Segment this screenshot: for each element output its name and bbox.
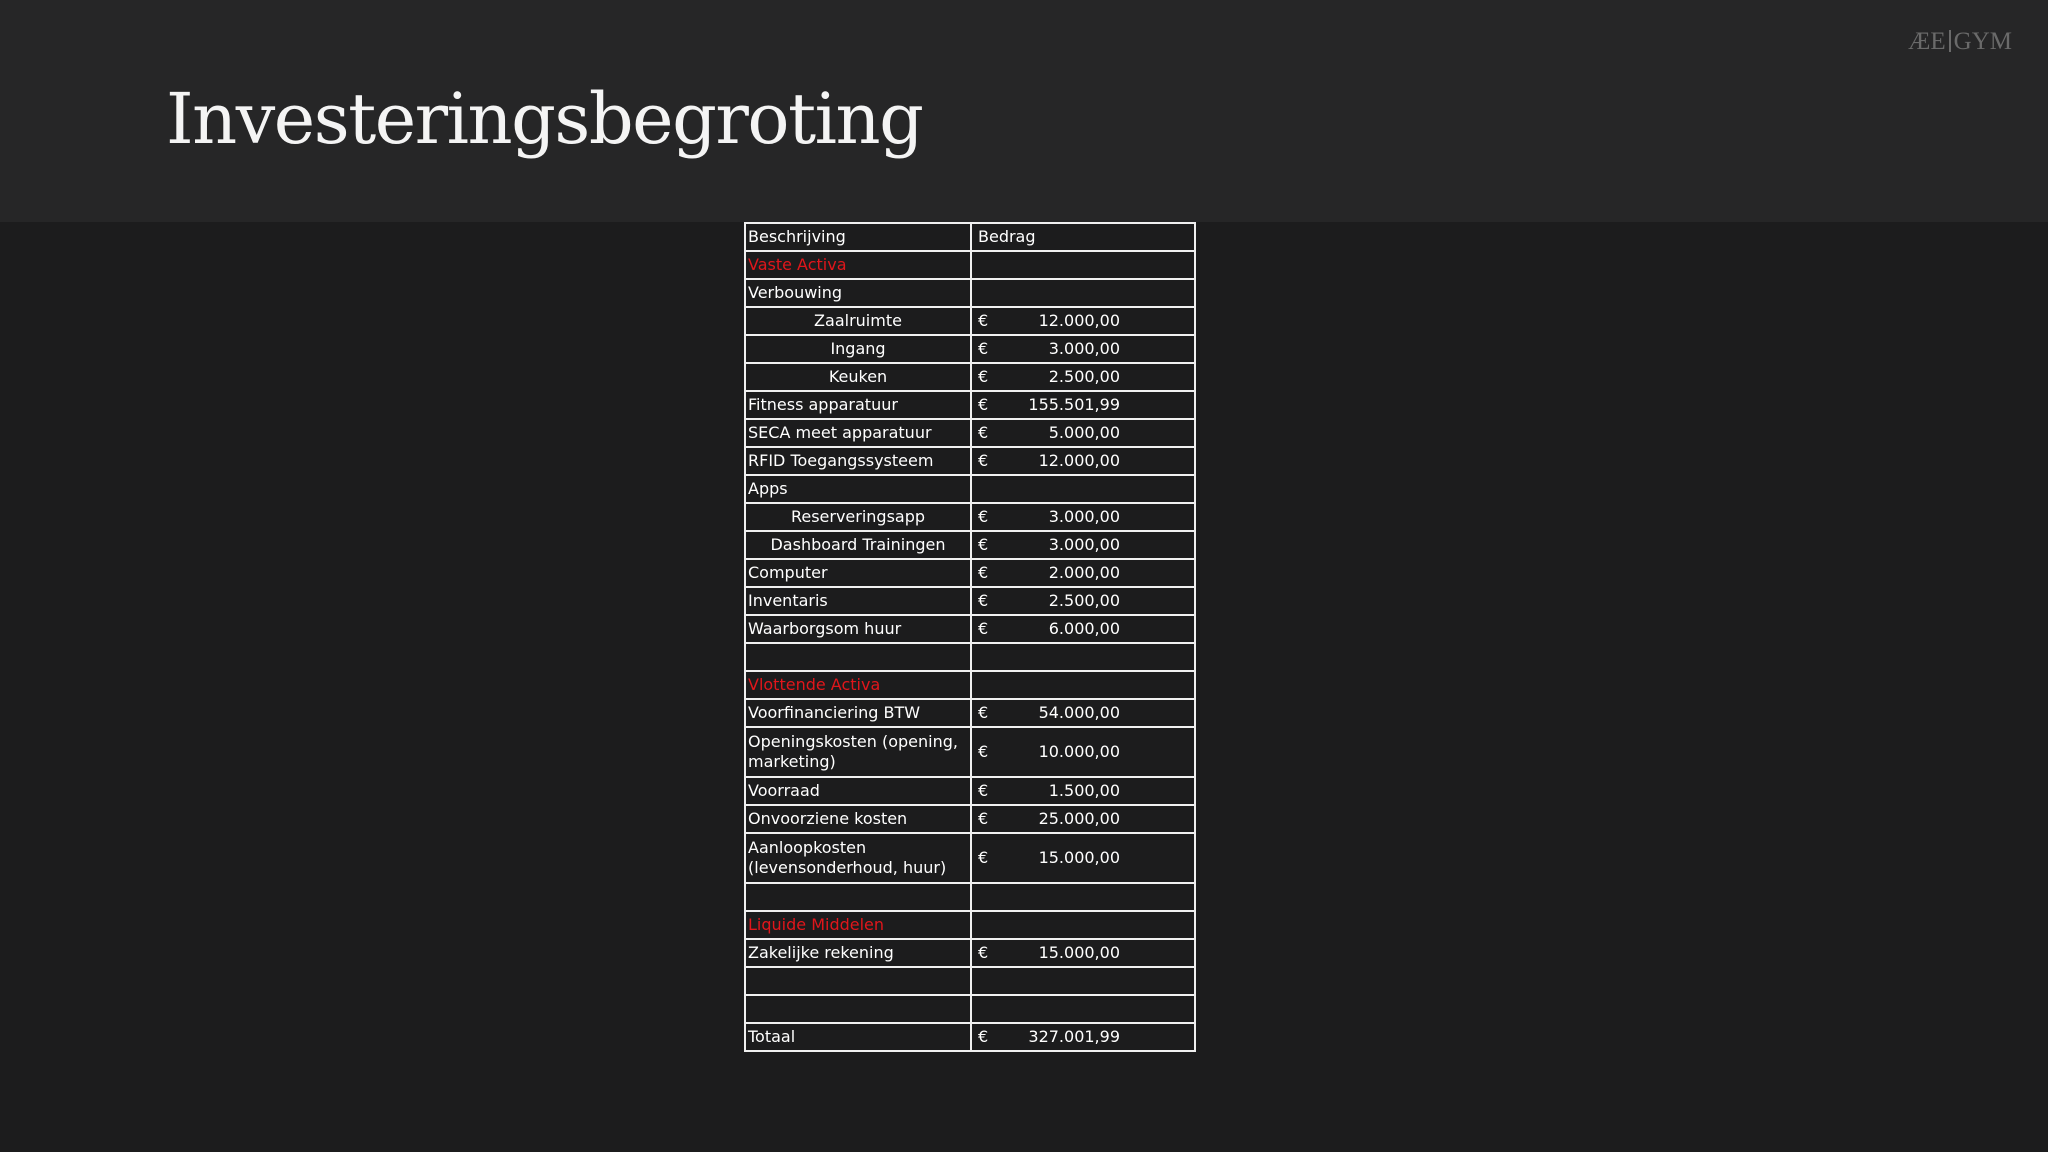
table-header-row	[745, 223, 1195, 251]
row-amount	[971, 777, 1195, 805]
amount-value: 6.000,00	[1048, 619, 1120, 638]
row-description: Fitness apparatuur	[745, 391, 971, 419]
row-description: Zakelijke rekening	[745, 939, 971, 967]
row-amount	[971, 967, 1195, 995]
table-row	[745, 833, 1195, 883]
row-description: Aanloopkosten (levensonderhoud, huur)	[745, 833, 971, 883]
row-description: Dashboard Trainingen	[745, 531, 971, 559]
amount-value: 54.000,00	[1038, 703, 1120, 722]
row-amount	[971, 615, 1195, 643]
row-amount	[971, 643, 1195, 671]
budget-table	[744, 222, 1196, 1052]
section-row	[745, 671, 1195, 699]
amount-value: 155.501,99	[1028, 395, 1120, 414]
currency-symbol: €	[978, 395, 989, 414]
row-amount	[971, 727, 1195, 777]
row-description: Totaal	[745, 1023, 971, 1051]
currency-symbol: €	[978, 535, 989, 554]
row-amount	[971, 335, 1195, 363]
row-amount	[971, 833, 1195, 883]
currency-symbol: €	[978, 367, 989, 386]
table-row	[745, 307, 1195, 335]
section-label: Vaste Activa	[745, 251, 971, 279]
row-description: Keuken	[745, 363, 971, 391]
row-description: Openingskosten (opening, marketing)	[745, 727, 971, 777]
row-description: Ingang	[745, 335, 971, 363]
section-label: Vlottende Activa	[745, 671, 971, 699]
table-row	[745, 279, 1195, 307]
row-amount	[971, 883, 1195, 911]
table-row	[745, 335, 1195, 363]
logo-wordmark: GYM	[1953, 28, 2012, 55]
section-row	[745, 911, 1195, 939]
table-row	[745, 391, 1195, 419]
currency-symbol: €	[978, 943, 989, 962]
row-amount	[971, 363, 1195, 391]
currency-symbol: €	[978, 809, 989, 828]
currency-symbol: €	[978, 1027, 989, 1046]
table-row	[745, 475, 1195, 503]
row-description: Computer	[745, 559, 971, 587]
row-amount	[971, 699, 1195, 727]
currency-symbol: €	[978, 848, 989, 867]
currency-symbol: €	[978, 703, 989, 722]
amount-value: 3.000,00	[1048, 535, 1120, 554]
table-row	[745, 805, 1195, 833]
table-row	[745, 939, 1195, 967]
table-row	[745, 643, 1195, 671]
table-row	[745, 699, 1195, 727]
row-amount	[971, 1023, 1195, 1051]
currency-symbol: €	[978, 339, 989, 358]
currency-symbol: €	[978, 619, 989, 638]
amount-value: 2.500,00	[1048, 591, 1120, 610]
table-row	[745, 727, 1195, 777]
currency-symbol: €	[978, 563, 989, 582]
row-amount	[971, 251, 1195, 279]
amount-value: 3.000,00	[1048, 339, 1120, 358]
amount-value: 2.000,00	[1048, 563, 1120, 582]
table-row	[745, 587, 1195, 615]
row-amount	[971, 419, 1195, 447]
table-row	[745, 447, 1195, 475]
table-row	[745, 1023, 1195, 1051]
row-amount	[971, 559, 1195, 587]
header-amount: Bedrag	[971, 223, 1195, 251]
table-row	[745, 777, 1195, 805]
row-amount	[971, 447, 1195, 475]
table-row	[745, 531, 1195, 559]
section-row	[745, 251, 1195, 279]
row-description: Verbouwing	[745, 279, 971, 307]
currency-symbol: €	[978, 507, 989, 526]
table-row	[745, 995, 1195, 1023]
currency-symbol: €	[978, 591, 989, 610]
row-description: Waarborgsom huur	[745, 615, 971, 643]
row-amount	[971, 391, 1195, 419]
row-amount	[971, 503, 1195, 531]
row-amount	[971, 279, 1195, 307]
currency-symbol: €	[978, 311, 989, 330]
logo-mark: ÆE	[1908, 28, 1946, 55]
row-description: Voorfinanciering BTW	[745, 699, 971, 727]
row-amount	[971, 307, 1195, 335]
currency-symbol: €	[978, 742, 989, 761]
row-description: Onvoorziene kosten	[745, 805, 971, 833]
row-description: Reserveringsapp	[745, 503, 971, 531]
row-amount	[971, 939, 1195, 967]
amount-value: 12.000,00	[1038, 451, 1120, 470]
logo-divider	[1949, 30, 1951, 52]
header-band	[0, 0, 2048, 222]
amount-value: 15.000,00	[1038, 848, 1120, 867]
amount-value: 1.500,00	[1048, 781, 1120, 800]
amount-value: 15.000,00	[1038, 943, 1120, 962]
currency-symbol: €	[978, 423, 989, 442]
header-description: Beschrijving	[745, 223, 971, 251]
row-amount	[971, 995, 1195, 1023]
row-amount	[971, 911, 1195, 939]
table-row	[745, 967, 1195, 995]
currency-symbol: €	[978, 781, 989, 800]
amount-value: 10.000,00	[1038, 742, 1120, 761]
row-description	[745, 995, 971, 1023]
amount-value: 2.500,00	[1048, 367, 1120, 386]
table-row	[745, 419, 1195, 447]
row-description: SECA meet apparatuur	[745, 419, 971, 447]
gym-logo	[1908, 28, 2012, 56]
table-row	[745, 615, 1195, 643]
row-description: Apps	[745, 475, 971, 503]
row-description: Inventaris	[745, 587, 971, 615]
page-title: Investeringsbegroting	[166, 78, 923, 160]
row-description: Zaalruimte	[745, 307, 971, 335]
currency-symbol: €	[978, 451, 989, 470]
amount-value: 25.000,00	[1038, 809, 1120, 828]
table-row	[745, 883, 1195, 911]
row-amount	[971, 805, 1195, 833]
section-label: Liquide Middelen	[745, 911, 971, 939]
row-description	[745, 643, 971, 671]
row-description: Voorraad	[745, 777, 971, 805]
table-row	[745, 503, 1195, 531]
row-description: RFID Toegangssysteem	[745, 447, 971, 475]
table-row	[745, 559, 1195, 587]
row-amount	[971, 587, 1195, 615]
row-description	[745, 883, 971, 911]
row-amount	[971, 475, 1195, 503]
row-amount	[971, 531, 1195, 559]
amount-value: 5.000,00	[1048, 423, 1120, 442]
row-description	[745, 967, 971, 995]
amount-value: 327.001,99	[1028, 1027, 1120, 1046]
row-amount	[971, 671, 1195, 699]
amount-value: 12.000,00	[1038, 311, 1120, 330]
amount-value: 3.000,00	[1048, 507, 1120, 526]
table-row	[745, 363, 1195, 391]
